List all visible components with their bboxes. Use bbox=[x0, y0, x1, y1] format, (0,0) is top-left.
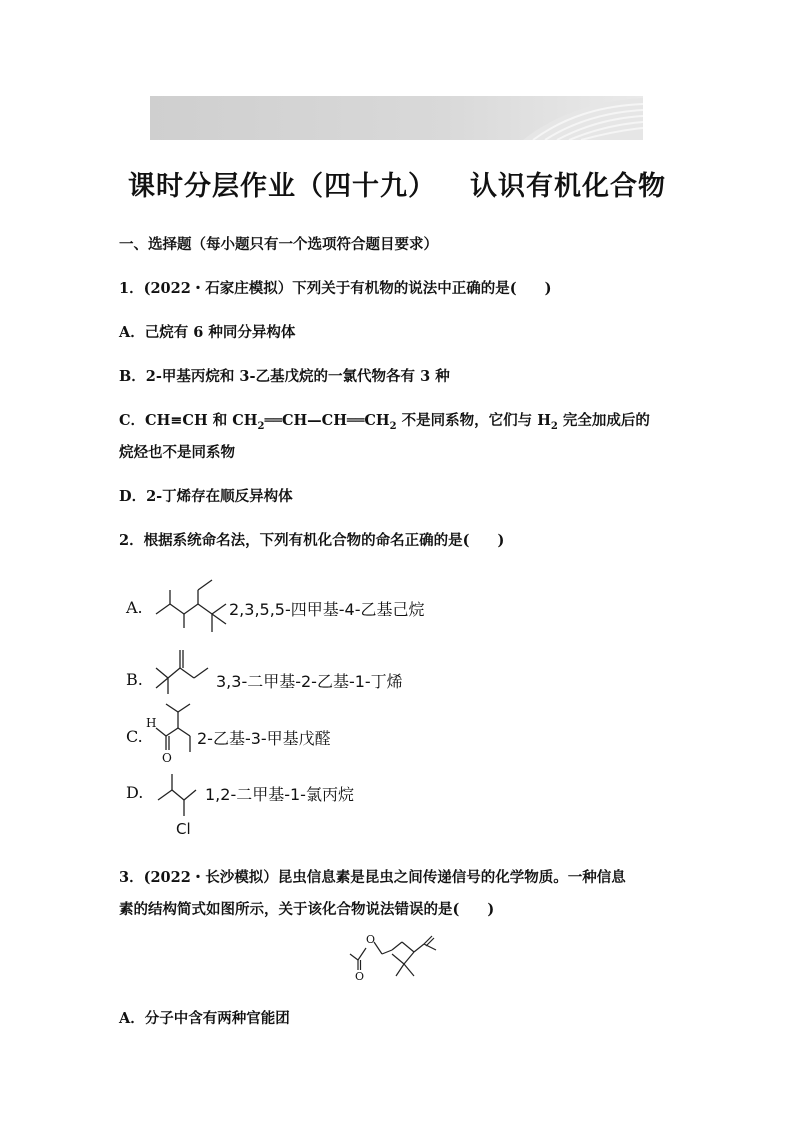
q2-option-b-structure bbox=[150, 646, 216, 698]
q3-structure-ester-o: O bbox=[366, 933, 376, 946]
q2-option-d-letter: D. bbox=[126, 783, 144, 802]
title-sub: 认识有机化合物 bbox=[470, 171, 666, 202]
q2-option-d-structure bbox=[150, 768, 202, 824]
q2-option-a-structure bbox=[150, 574, 230, 638]
q1-option-b: B．2-甲基丙烷和 3-乙基戊烷的一氯代物各有 3 种 bbox=[119, 368, 450, 385]
q2-option-a-name: 2,3,5,5-四甲基-4-乙基己烷 bbox=[229, 600, 425, 619]
q2-option-d-name: 1,2-二甲基-1-氯丙烷 bbox=[205, 785, 354, 804]
q1-option-c: C．CH≡CH 和 $CH_2══CH—CH══CH_2$ 不是同系物，它们与 $H_2$ 完全加成后的 bbox=[119, 412, 650, 432]
banner-swoosh-decoration bbox=[513, 96, 643, 140]
q2-option-c-letter: C. bbox=[126, 727, 143, 746]
q3-option-a: A．分子中含有两种官能团 bbox=[119, 1010, 290, 1027]
q1-option-c-cont: 烷烃也不是同系物 bbox=[119, 444, 235, 461]
q2-option-d-atom-cl: Cl bbox=[176, 820, 191, 838]
q2-stem: 2．根据系统命名法，下列有机化合物的命名正确的是( ) bbox=[119, 532, 505, 549]
q3-stem-line1: 3．(2022・长沙模拟）昆虫信息素是昆虫之间传递信号的化学物质。一种信息 bbox=[119, 869, 626, 886]
q2-option-c-structure bbox=[150, 700, 200, 758]
header-banner bbox=[150, 96, 643, 140]
title-main: 课时分层作业（四十九） bbox=[128, 171, 436, 202]
q2-option-b-name: 3,3-二甲基-2-乙基-1-丁烯 bbox=[216, 672, 403, 691]
q2-option-c-atom-h: H bbox=[146, 716, 157, 730]
q3-stem-line2: 素的结构简式如图所示，关于该化合物说法错误的是( ) bbox=[119, 901, 495, 918]
q2-option-b-letter: B. bbox=[126, 670, 143, 689]
section-header: 一、选择题（每小题只有一个选项符合题目要求） bbox=[119, 236, 438, 253]
page-title bbox=[0, 164, 794, 203]
q1-option-d: D．2-丁烯存在顺反异构体 bbox=[119, 488, 293, 505]
q2-option-c-atom-o: O bbox=[162, 751, 172, 765]
q2-option-a-letter: A. bbox=[126, 598, 143, 617]
q1-option-a: A．己烷有 6 种同分异构体 bbox=[119, 324, 296, 341]
q3-structure bbox=[346, 934, 446, 984]
q1-stem: 1．(2022・石家庄模拟）下列关于有机物的说法中正确的是( ) bbox=[119, 280, 552, 297]
q2-option-c-name: 2-乙基-3-甲基戊醛 bbox=[197, 729, 331, 748]
q3-structure-carbonyl-o: O bbox=[355, 970, 365, 983]
